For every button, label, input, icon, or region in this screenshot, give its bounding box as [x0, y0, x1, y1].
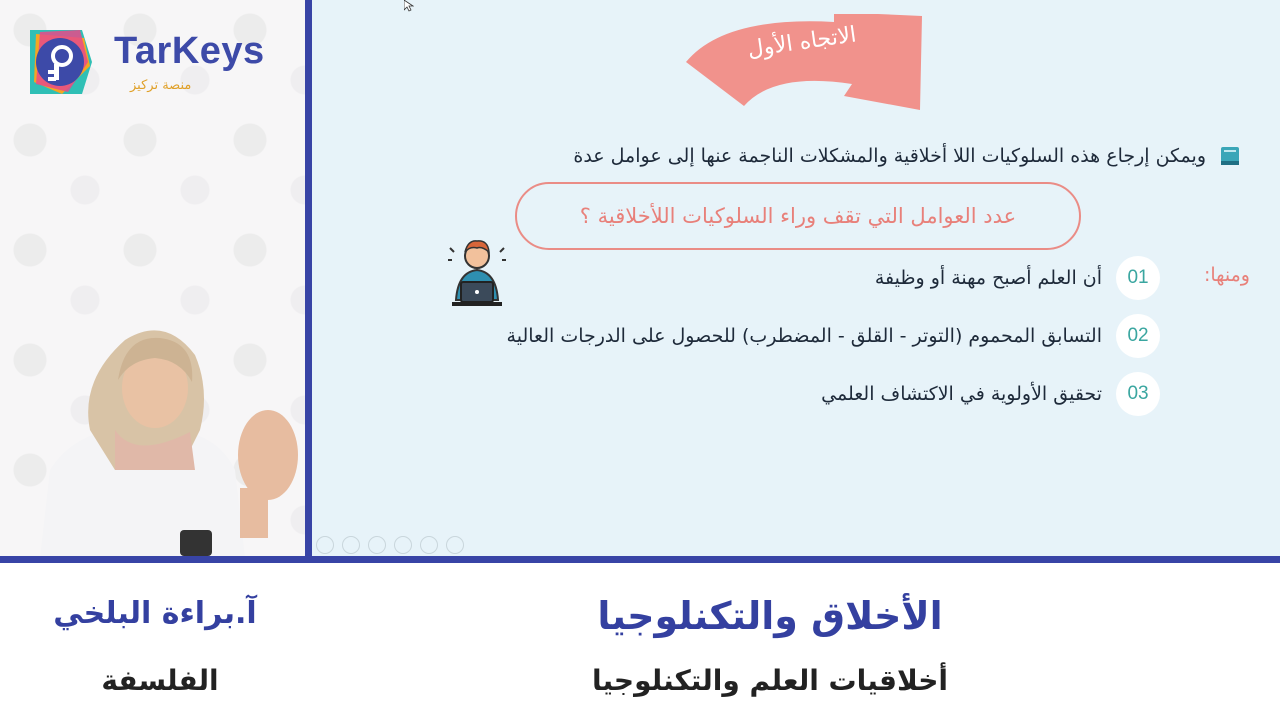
factor-item — [875, 256, 1160, 300]
factor-item — [821, 372, 1160, 416]
horizontal-divider — [0, 556, 1280, 563]
presenter-panel — [0, 0, 305, 558]
tarkeys-logo-icon — [22, 22, 98, 98]
prev-slide-button[interactable] — [316, 536, 334, 554]
zoom-button[interactable] — [420, 536, 438, 554]
tarkeys-logo — [18, 18, 278, 100]
intro-row — [573, 144, 1242, 168]
question-pill: عدد العوامل التي تقف وراء السلوكيات اللأخلاقية ؟ — [515, 182, 1081, 250]
mouse-cursor-icon — [404, 0, 414, 12]
more-options-button[interactable] — [446, 536, 464, 554]
vertical-divider — [305, 0, 312, 560]
logo-wordmark — [114, 30, 265, 73]
lesson-title: الأخلاق والتكنلوجيا — [597, 594, 943, 638]
presenter-video — [30, 320, 305, 558]
factor-text: التسابق المحموم (التوتر - القلق - المضطرب) للحصول على الدرجات العالية — [506, 325, 1102, 347]
factor-number: 01 — [1116, 256, 1160, 300]
factor-text: أن العلم أصبح مهنة أو وظيفة — [874, 267, 1102, 289]
lesson-subtitle: أخلاقيات العلم والتكنلوجيا — [591, 664, 948, 697]
book-icon — [1218, 144, 1242, 168]
subject-name: الفلسفة — [101, 664, 219, 697]
intro-text: ويمكن إرجاع هذه السلوكيات اللا أخلاقية والمشكلات الناجمة عنها إلى عوامل عدة — [573, 145, 1206, 167]
factor-text: تحقيق الأولوية في الاكتشاف العلمي — [821, 383, 1102, 405]
factor-item — [507, 314, 1160, 358]
factor-number: 03 — [1116, 372, 1160, 416]
factor-number: 02 — [1116, 314, 1160, 358]
logo-tagline: منصة تركيز — [130, 78, 192, 93]
slide-controls — [316, 536, 464, 554]
logo-brand-part2: Keys — [171, 30, 265, 72]
factors-label: ومنها: — [1203, 264, 1250, 286]
slides-grid-button[interactable] — [394, 536, 412, 554]
lesson-slide — [312, 0, 1280, 556]
logo-brand-part1: Tar — [114, 30, 172, 72]
teacher-name: آ.براءة البلخي — [53, 596, 257, 631]
pen-tool-button[interactable] — [368, 536, 386, 554]
worker-laptop-icon — [448, 236, 506, 308]
play-button[interactable] — [342, 536, 360, 554]
banner-title: الاتجاه الأول — [746, 22, 858, 63]
